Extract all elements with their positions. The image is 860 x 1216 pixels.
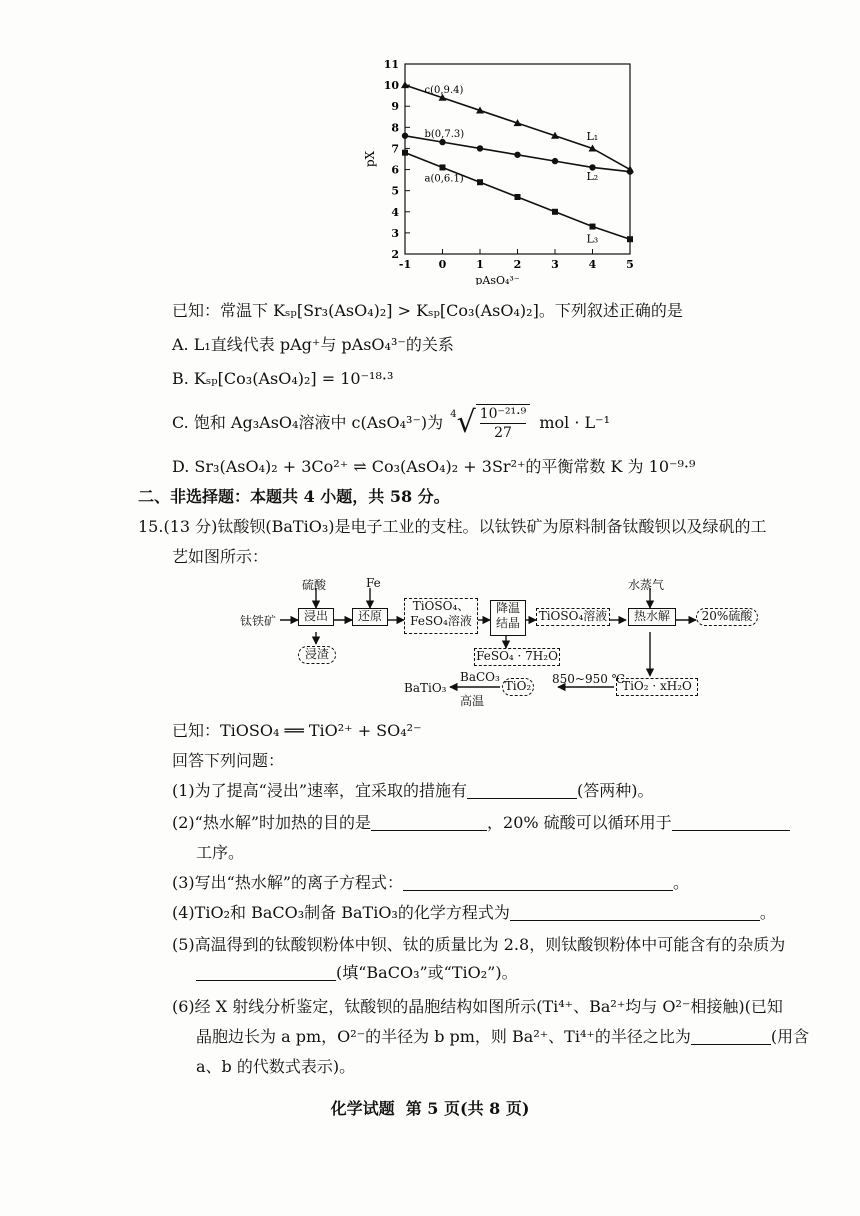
flow-steam: 水蒸气 bbox=[628, 578, 665, 592]
q15-part6-tail: (用含 bbox=[770, 1027, 810, 1046]
q15-part1-tail: (答两种)。 bbox=[577, 781, 654, 800]
answer-blank[interactable] bbox=[371, 814, 487, 831]
x-tick-label: 4 bbox=[588, 258, 597, 271]
flow-acid20: 20%硫酸 bbox=[696, 608, 758, 626]
q14-known: 已知：常温下 Kₛₚ[Sr₃(AsO₄)₂] > Kₛₚ[Co₃(AsO₄)₂]。下列叙述正确的是 bbox=[172, 301, 683, 320]
data-point-circle bbox=[402, 133, 408, 139]
x-tick-label: 2 bbox=[513, 258, 522, 271]
point-annotation: b(0,7.3) bbox=[424, 129, 465, 141]
y-axis-title: pX bbox=[363, 150, 377, 168]
q15-part1-text: (1)为了提高“浸出”速率，宜采取的措施有 bbox=[172, 781, 468, 800]
q15-part5-tail: (填“BaCO₃”或“TiO₂”)。 bbox=[336, 963, 518, 982]
root-index: 4 bbox=[450, 409, 457, 420]
data-point-circle bbox=[627, 168, 633, 174]
q15-part2 bbox=[172, 812, 790, 834]
flow-solution1-line1: TiOSO₄、 bbox=[412, 599, 470, 613]
x-axis-title: pAsO₄³⁻ bbox=[475, 274, 520, 285]
flow-hydrate: TiO₂ · xH₂O bbox=[616, 678, 698, 696]
flow-leach: 浸出 bbox=[298, 608, 334, 626]
data-point-square bbox=[552, 209, 558, 215]
x-tick-label: 0 bbox=[438, 258, 447, 271]
flow-acid: 硫酸 bbox=[302, 578, 327, 592]
x-tick-label: 3 bbox=[551, 258, 559, 271]
data-point-circle bbox=[552, 158, 558, 164]
q15-part2-mid: ，20% 硫酸可以循环用于 bbox=[487, 813, 672, 832]
data-point-square bbox=[402, 150, 408, 156]
y-tick-label: 4 bbox=[391, 205, 399, 219]
q15-part1 bbox=[172, 780, 654, 802]
q14-option-c-prefix: C. 饱和 Ag₃AsO₄溶液中 c(AsO₄³⁻)为 bbox=[172, 413, 444, 432]
flow-high-temp: 高温 bbox=[460, 694, 485, 708]
y-tick-label: 5 bbox=[391, 184, 399, 198]
q15-intro-line1: 15.(13 分)钛酸钡(BaTiO₃)是电子工业的支柱。以钛铁矿为原料制备钛酸钡以及绿矾的工 bbox=[138, 517, 767, 536]
q15-answer-intro: 回答下列问题： bbox=[172, 751, 285, 770]
q14-option-c-unit: mol · L⁻¹ bbox=[539, 413, 610, 432]
q15-part2-tail: 工序。 bbox=[196, 843, 245, 862]
x-tick-label: 5 bbox=[626, 258, 634, 271]
answer-blank[interactable] bbox=[467, 782, 577, 799]
data-point-circle bbox=[477, 145, 483, 151]
answer-blank[interactable] bbox=[672, 814, 790, 831]
page-footer: 化学试题 第 5 页(共 8 页) bbox=[330, 1099, 530, 1118]
flow-baco3: BaCO₃ bbox=[460, 670, 500, 684]
fraction bbox=[476, 404, 531, 442]
data-point-square bbox=[440, 164, 446, 170]
x-tick-label: -1 bbox=[398, 258, 412, 271]
q14-option-d: D. Sr₃(AsO₄)₂ + 3Co²⁺ ⇌ Co₃(AsO₄)₂ + 3Sr²⁺的平衡常数 K 为 10⁻⁹·⁹ bbox=[172, 457, 696, 476]
data-point-square bbox=[590, 224, 596, 230]
q15-part3-tail: 。 bbox=[673, 873, 690, 892]
flow-cool-crystallize bbox=[490, 600, 526, 636]
flow-fe: Fe bbox=[366, 576, 381, 590]
q15-part5: (5)高温得到的钛酸钡粉体中钡、钛的质量比为 2.8，则钛酸钡粉体中可能含有的杂质为 bbox=[172, 935, 786, 954]
series-label: L₁ bbox=[586, 130, 599, 143]
answer-blank[interactable] bbox=[691, 1028, 771, 1045]
q15-part6-line3: a、b 的代数式表示)。 bbox=[196, 1057, 356, 1076]
y-tick-label: 8 bbox=[391, 121, 399, 135]
q15-part3 bbox=[172, 872, 689, 894]
flow-vitriol: FeSO₄ · 7H₂O bbox=[474, 648, 560, 666]
series-label: L₂ bbox=[586, 170, 599, 184]
data-point-square bbox=[477, 179, 483, 185]
q15-part3-text: (3)写出“热水解”的离子方程式： bbox=[172, 873, 404, 892]
y-tick-label: 6 bbox=[391, 163, 399, 177]
flow-cool-line1: 降温 bbox=[495, 601, 520, 615]
q15-part6-text: 晶胞边长为 a pm，O²⁻的半径为 b pm，则 Ba²⁺、Ti⁴⁺的半径之比为 bbox=[196, 1027, 691, 1046]
flow-residue: 浸渣 bbox=[298, 646, 336, 664]
flow-hydrolysis: 热水解 bbox=[628, 608, 676, 626]
y-tick-label: 11 bbox=[383, 60, 399, 71]
section-heading: 二、非选择题：本题共 4 小题，共 58 分。 bbox=[138, 487, 450, 506]
flow-reduce: 还原 bbox=[352, 608, 388, 626]
y-tick-label: 10 bbox=[383, 79, 399, 93]
series-label: L₃ bbox=[586, 232, 599, 246]
x-tick-label: 1 bbox=[476, 258, 484, 271]
flow-solution2: TiOSO₄溶液 bbox=[536, 608, 610, 626]
data-point-square bbox=[627, 236, 633, 242]
answer-blank[interactable] bbox=[510, 904, 760, 921]
y-tick-label: 9 bbox=[391, 100, 399, 114]
q15-part6-line1: (6)经 X 射线分析鉴定，钛酸钡的晶胞结构如图所示(Ti⁴⁺、Ba²⁺均与 O²⁻相接触)(已知 bbox=[172, 997, 783, 1016]
q14-option-c bbox=[172, 404, 610, 450]
answer-blank[interactable] bbox=[196, 964, 336, 981]
flow-solution1 bbox=[404, 598, 478, 634]
data-point-square bbox=[515, 194, 521, 200]
flow-batio3: BaTiO₃ bbox=[404, 681, 447, 695]
data-point-circle bbox=[514, 152, 520, 158]
y-tick-label: 3 bbox=[391, 226, 399, 240]
point-annotation: a(0,6.1) bbox=[424, 173, 464, 185]
y-tick-label: 7 bbox=[391, 142, 399, 156]
flow-solution1-line2: FeSO₄溶液 bbox=[410, 614, 472, 628]
fraction-numerator: 10⁻²¹·⁹ bbox=[479, 406, 527, 422]
flow-temp: 850~950 ℃ bbox=[552, 672, 626, 686]
q14-option-b: B. Kₛₚ[Co₃(AsO₄)₂] = 10⁻¹⁸·³ bbox=[172, 369, 394, 388]
q15-part4-text: (4)TiO₂和 BaCO₃制备 BaTiO₃的化学方程式为 bbox=[172, 903, 510, 922]
q15-part4-tail: 。 bbox=[759, 903, 776, 922]
flow-cool-line2: 结晶 bbox=[495, 616, 520, 630]
chart bbox=[360, 60, 650, 285]
point-annotation: c(0,9.4) bbox=[424, 84, 464, 96]
q15-intro-line2: 艺如图所示： bbox=[172, 547, 269, 566]
answer-blank[interactable] bbox=[403, 874, 673, 891]
sqrt-sign: √ bbox=[456, 405, 476, 440]
flow-tio2: TiO₂ bbox=[502, 678, 534, 696]
q15-part6-line2 bbox=[196, 1026, 809, 1048]
y-tick-label: 2 bbox=[391, 248, 399, 261]
q14-option-a: A. L₁直线代表 pAg⁺与 pAsO₄³⁻的关系 bbox=[172, 335, 454, 354]
q15-part5-line2 bbox=[196, 962, 518, 984]
flow-ore: 钛铁矿 bbox=[240, 614, 277, 628]
q15-part2-text: (2)“热水解”时加热的目的是 bbox=[172, 813, 372, 832]
q15-part4 bbox=[172, 902, 776, 924]
q15-known: 已知：TiOSO₄ ══ TiO²⁺ + SO₄²⁻ bbox=[172, 721, 422, 740]
fraction-denominator: 27 bbox=[494, 425, 512, 441]
